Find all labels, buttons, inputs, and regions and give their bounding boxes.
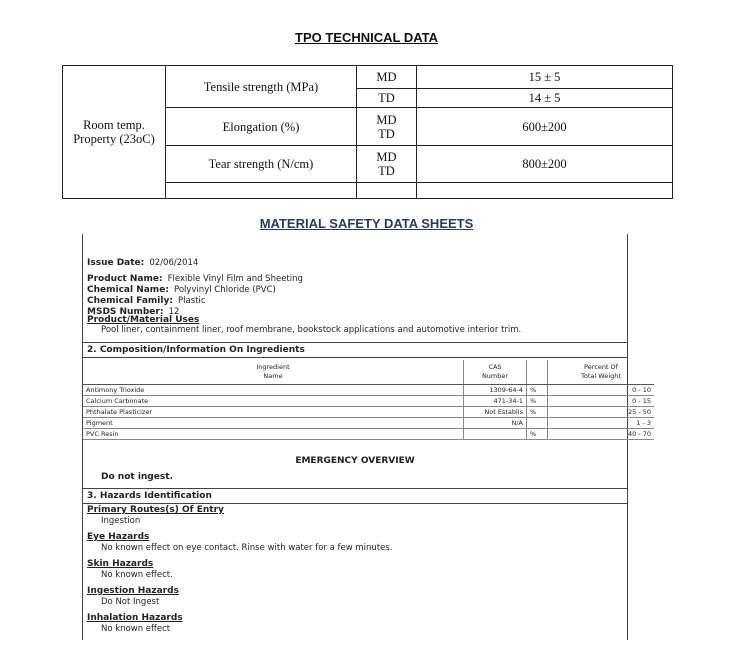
eye-hazards-heading: Eye Hazards <box>87 532 150 542</box>
uses-text: Pool liner, containment liner, roof membrane, bookstock applications and automotive interior trim. <box>101 325 522 335</box>
section3-bar <box>83 488 627 504</box>
tpo-technical-table <box>62 65 673 199</box>
tensile-td: TD <box>357 89 417 108</box>
emergency-text: Do not ingest. <box>101 472 173 482</box>
empty-cell <box>417 183 673 199</box>
empty-cell <box>166 183 357 199</box>
header-unit <box>527 360 548 385</box>
elongation-md: MD <box>376 112 397 127</box>
inhalation-hazards-heading: Inhalation Hazards <box>87 613 183 623</box>
elongation-td: TD <box>378 126 395 141</box>
section2-bar <box>83 342 627 358</box>
eye-hazards-text: No known effect on eye contact. Rinse with water for a few minutes. <box>101 543 393 553</box>
skin-hazards-text: No known effect. <box>101 570 173 580</box>
table-row <box>83 396 654 407</box>
ingredient-cas: 471-34-1 <box>464 396 527 407</box>
ingredient-unit <box>527 418 548 429</box>
elongation-dirs <box>357 108 417 146</box>
ingredient-cas <box>464 429 527 440</box>
ingredient-cas: 1309-64-4 <box>464 385 527 396</box>
header-ingredient-name: Ingredient Name <box>83 360 464 385</box>
table-row <box>83 385 654 396</box>
section2-heading: 2. Composition/Information On Ingredients <box>87 345 305 355</box>
ingredients-table <box>83 360 654 440</box>
property-label-line1: Room temp. <box>83 118 145 132</box>
tensile-md: MD <box>357 66 417 89</box>
ingredient-unit: % <box>527 429 548 440</box>
ingestion-hazards-heading: Ingestion Hazards <box>87 586 179 596</box>
inhalation-hazards-text: No known effect <box>101 624 171 634</box>
tear-td: TD <box>378 164 395 178</box>
product-name: Product Name: Flexible Vinyl Film and Sheeting <box>87 274 303 284</box>
chemical-name: Chemical Name: Polyvinyl Chloride (PVC) <box>87 285 276 295</box>
msds-number: MSDS Number: 12 <box>87 307 180 317</box>
header-cas-number: CAS Number <box>464 360 527 385</box>
header-percent-weight: Percent Of Total Weight <box>548 360 655 385</box>
uses-heading: Product/Material Uses <box>87 315 200 325</box>
ingredient-unit: % <box>527 385 548 396</box>
ingredient-range: 0 - 10 <box>548 385 655 396</box>
ingredient-name: Calcium Carbonate <box>83 396 464 407</box>
ingredients-header-row <box>83 360 654 385</box>
emergency-heading: EMERGENCY OVERVIEW <box>295 456 415 466</box>
ingredient-range: 40 - 70 <box>548 429 655 440</box>
msds-title: MATERIAL SAFETY DATA SHEETS <box>259 216 474 231</box>
tensile-md-value: 15 ± 5 <box>417 66 673 89</box>
property-label-cell <box>63 66 166 199</box>
tear-md: MD <box>376 150 397 164</box>
routes-text: Ingestion <box>101 516 141 526</box>
table-row <box>83 407 654 418</box>
issue-date: Issue Date: 02/06/2014 <box>87 258 199 268</box>
table-row <box>83 418 654 429</box>
routes-heading: Primary Routes(s) Of Entry <box>87 505 224 515</box>
table-row <box>83 429 654 440</box>
property-label-line2: Property (23oC) <box>73 132 155 146</box>
ingredient-name: Pigment <box>83 418 464 429</box>
tensile-td-value: 14 ± 5 <box>417 89 673 108</box>
ingredient-unit: % <box>527 396 548 407</box>
ingredient-cas: Not Establis <box>464 407 527 418</box>
ingredient-range: 0 - 15 <box>548 396 655 407</box>
tear-dirs <box>357 146 417 183</box>
elongation-label: Elongation (%) <box>166 108 357 146</box>
tensile-strength-label: Tensile strength (MPa) <box>166 66 357 108</box>
skin-hazards-heading: Skin Hazards <box>87 559 154 569</box>
tear-strength-label: Tear strength (N/cm) <box>166 146 357 183</box>
ingredient-cas: N/A <box>464 418 527 429</box>
empty-cell <box>357 183 417 199</box>
ingredient-range: 1 - 3 <box>548 418 655 429</box>
ingestion-hazards-text: Do Not Ingest <box>101 597 160 607</box>
ingredient-name: Antimony Trioxide <box>83 385 464 396</box>
msds-sheet <box>82 234 651 640</box>
ingredient-name: PVC Resin <box>83 429 464 440</box>
tear-value: 800±200 <box>417 146 673 183</box>
ingredient-name: Phthalate Plasticizer <box>83 407 464 418</box>
ingredient-unit: % <box>527 407 548 418</box>
chemical-family: Chemical Family: Plastic <box>87 296 206 306</box>
ingredient-range: 25 - 50 <box>548 407 655 418</box>
elongation-value: 600±200 <box>417 108 673 146</box>
section3-heading: 3. Hazards Identification <box>87 491 212 501</box>
tpo-title: TPO TECHNICAL DATA <box>295 30 438 45</box>
